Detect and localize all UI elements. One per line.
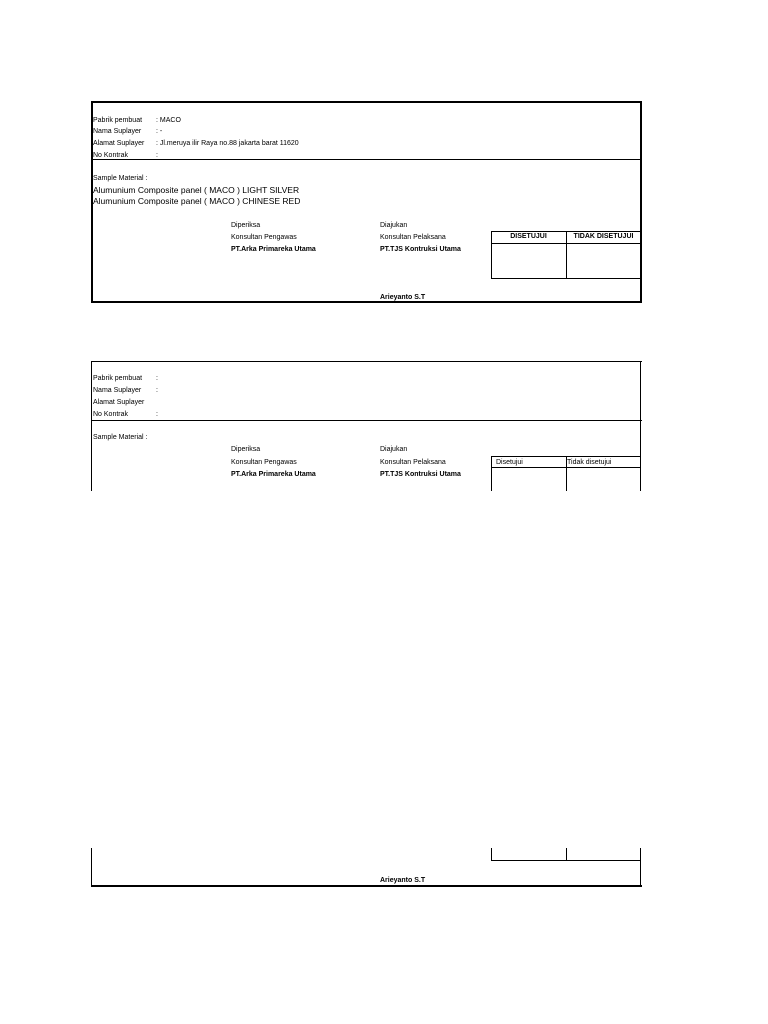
- form2-label-kontrak: No Kontrak: [93, 411, 129, 418]
- form2-diajukan: Diajukan: [380, 446, 408, 453]
- form2-left-border-top: [91, 361, 92, 491]
- form1-right-border: [640, 101, 642, 302]
- form2-disetujui-header: Disetujui: [496, 459, 523, 466]
- form2-left-border-bottom: [91, 848, 92, 886]
- form1-value-pabrik: : MACO: [156, 117, 181, 124]
- form1-top-border: [91, 101, 642, 103]
- form1-material-2: Alumunium Composite panel ( MACO ) CHINESE RED: [93, 196, 301, 206]
- form2-bottom-border: [91, 885, 642, 887]
- form1-material-1: Alumunium Composite panel ( MACO ) LIGHT SILVER: [93, 185, 300, 195]
- form2-right-border-top: [640, 361, 641, 491]
- form2-signer: Arieyanto S.T: [380, 877, 426, 884]
- form2-approval-mid-bottom: [566, 848, 567, 860]
- form1-sample-label: Sample Material :: [93, 175, 148, 182]
- form1-label-pabrik: Pabrik pembuat: [93, 117, 143, 124]
- form2-pelaksana-company: PT.TJS Kontruksi Utama: [380, 471, 461, 478]
- form1-disetujui-header: DISETUJUI: [510, 233, 547, 240]
- form2-top-border: [91, 361, 642, 362]
- form2-value-pabrik: :: [156, 375, 158, 382]
- form1-pelaksana-company: PT.TJS Kontruksi Utama: [380, 246, 461, 253]
- form1-konsultan-pelaksana: Konsultan Pelaksana: [380, 234, 446, 241]
- form2-approval-left-bottom: [491, 848, 492, 860]
- form1-label-suplayer: Nama Suplayer: [93, 128, 142, 135]
- form2-label-alamat: Alamat Suplayer: [93, 399, 145, 406]
- form2-label-pabrik: Pabrik pembuat: [93, 375, 143, 382]
- form2-approval-bottom: [491, 860, 641, 861]
- form1-label-alamat: Alamat Suplayer: [93, 140, 145, 147]
- form1-bottom-border: [91, 301, 642, 303]
- form1-diperiksa: Diperiksa: [231, 222, 261, 229]
- form2-sample-label: Sample Material :: [93, 434, 148, 441]
- form1-konsultan-pengawas: Konsultan Pengawas: [231, 234, 297, 241]
- form1-header-divider: [91, 159, 642, 160]
- form1-pengawas-company: PT.Arka Primareka Utama: [231, 246, 316, 253]
- form2-diperiksa: Diperiksa: [231, 446, 261, 453]
- form2-approval-left: [491, 456, 492, 491]
- form2-tidak-disetujui-header: Tidak disetujui: [567, 459, 612, 466]
- form1-value-kontrak: :: [156, 152, 158, 159]
- form2-value-kontrak: :: [156, 411, 158, 418]
- form2-konsultan-pengawas: Konsultan Pengawas: [231, 459, 297, 466]
- form2-value-suplayer: :: [156, 387, 158, 394]
- form1-label-kontrak: No Kontrak: [93, 152, 129, 159]
- form1-approval-bottom: [491, 278, 641, 279]
- form1-tidak-disetujui-header: TIDAK DISETUJUI: [573, 233, 634, 240]
- form1-value-alamat: : Jl.meruya ilir Raya no.88 jakarta barat 11620: [156, 140, 299, 147]
- form1-diajukan: Diajukan: [380, 222, 408, 229]
- form2-konsultan-pelaksana: Konsultan Pelaksana: [380, 459, 446, 466]
- form2-right-border-bottom: [640, 848, 641, 886]
- form1-signer: Arieyanto S.T: [380, 294, 426, 301]
- form1-value-suplayer: : -: [156, 128, 163, 135]
- form2-pengawas-company: PT.Arka Primareka Utama: [231, 471, 316, 478]
- form2-header-divider: [91, 420, 642, 421]
- form2-label-suplayer: Nama Suplayer: [93, 387, 142, 394]
